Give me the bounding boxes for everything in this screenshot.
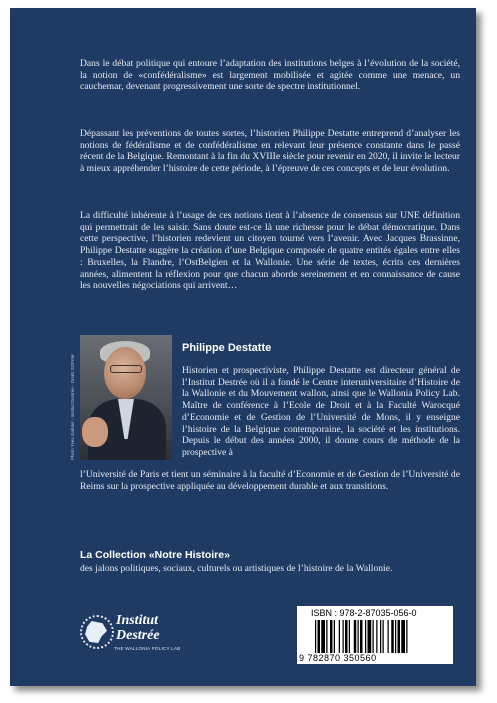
author-bio-bottom: l’Université de Paris et tient un séminaire à la faculté d’Economie et de Gestion de l’Université de Reims sur la prospective appliquée au développement durable et aux transitions.: [80, 469, 460, 492]
logo-line-2: Destrée: [116, 628, 160, 643]
publisher-logo: [80, 611, 190, 671]
back-cover: [10, 8, 476, 686]
intro-paragraph-1: Dans le débat politique qui entoure l’adaptation des institutions belges à l’évolution de la société, la notion de «confédéralisme» est largement mobilisée et agitée comme une menace, un cauchemar, devenant progressivement une sorte de spectre institutionnel.: [80, 58, 460, 93]
intro-paragraph-3: La difficulté inhérente à l’usage de ces notions tient à l’absence de consensus sur UNE définition qui permettrait de les saisir. Sans doute est-ce là une richesse pour le débat démocratique. Dans cette perspective, l’historien redevient un citoyen tourné vers l’avenir. Avec Jacques Brassinne, Philippe Destatte suggère la création d’une Belgique composée de quatre entités égales entre elles : Bruxelles, la Flandre, l’OstBelgien et la Wallonie. Une série de textes, écrits ces dernières années, alimentent la réflexion pour que chacun aborde sereinement et en connaissance de cause les nouvelles négociations qui arrivent…: [80, 210, 460, 292]
collection-text: des jalons politiques, sociaux, culturels ou artistiques de l’histoire de la Wallonie.: [80, 563, 393, 574]
author-bio-top: Historien et prospectiviste, Philippe Destatte est directeur général de l’Institut Destrée où il a fondé le Centre interuniversitaire d’Histoire de la Wallonie et du Mouvement wallon, ainsi que le Wallonia Policy Lab. Maître de conférence à l’Ecole de Droit et à la Faculté Warocqué d’Economie et de Gestion de l’Université de Mons, il y enseigne l’histoire de la Belgique contemporaine, la société et les institutions. Depuis le début des années 2000, il donne cours de méthode de la prospective à: [182, 365, 460, 458]
author-photo: [80, 335, 172, 460]
author-name: Philippe Destatte: [182, 342, 272, 354]
barcode-box: [297, 606, 453, 664]
isbn-text: ISBN : 978-2-87035-056-0: [311, 608, 417, 618]
barcode-bars: [313, 620, 447, 653]
logo-tagline: THE WALLONIA POLICY LAB: [114, 646, 181, 651]
logo-line-1: Institut: [116, 613, 159, 628]
intro-paragraph-2: Dépassant les préventions de toutes sortes, l’historien Philippe Destatte entreprend d’analyser les notions de fédéralisme et de confédéralisme en relevant leur présence constante dans le passé récent de la Belgique. Remontant à la fin du XVIIIe siècle pour revenir en 2020, il invite le lecteur à mieux appréhender l’histoire de cette période, à l’épreuve de ces concepts et de leur évolution.: [80, 128, 460, 175]
collection-title: La Collection «Notre Histoire»: [80, 549, 230, 561]
photo-credit: Photo Yves Gabriel - Institut Destrée - Droits SOFAM: [70, 354, 75, 460]
barcode-digits: 9 782870 350560: [299, 653, 377, 663]
